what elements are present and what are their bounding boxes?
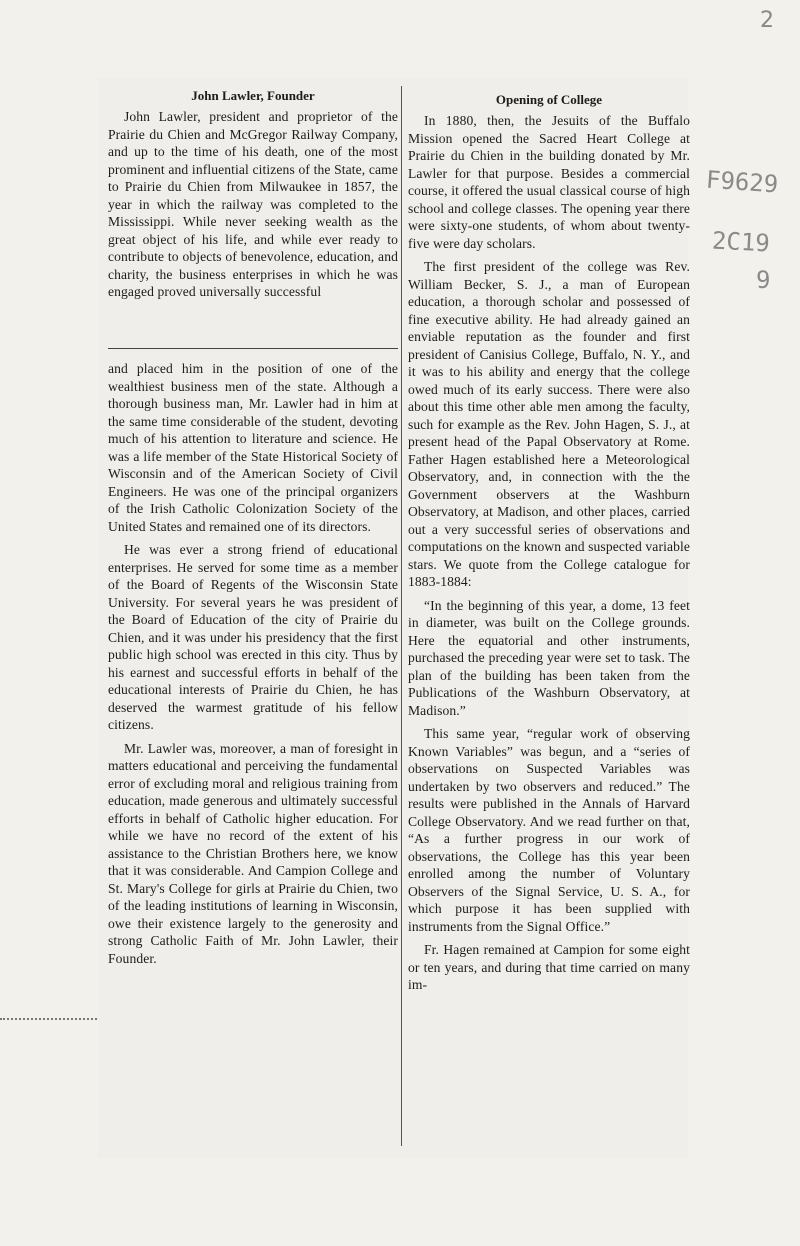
page-number-mark: 2 [760, 8, 774, 33]
right-paragraph-3: “In the beginning of this year, a dome, 13 feet in diameter, was built on the College grounds. Here the equatorial and other instruments, purchased the preceding year were set to task. The plan of the building has been taken from the Publications of the Washburn Observatory, at Madison.” [408, 597, 690, 718]
left-column [108, 78, 398, 966]
handwritten-code-2: 2C19 [711, 226, 771, 258]
left-column-continued [108, 360, 398, 973]
right-paragraph-1: In 1880, then, the Jesuits of the Buffalo Mission opened the Sacred Heart College at Prairie du Chien in the building donated by Mr. Lawler for that purpose. Besides a commercial course, it offered the usual classical course of high school and college classes. The opening year there were sixty-one students, of whom about twenty-five were day scholars. [408, 113, 690, 251]
column-divider [401, 86, 402, 1146]
left-paragraph-2: and placed him in the position of one of the wealthiest business men of the state. Although a thorough business man, Mr. Lawler had in him at the same time considerable of the student, devoting much of his attention to literature and science. He was a life member of the State Historical Society of Wisconsin and of the American Society of Civil Engineers. He was one of the principal organizers of the Irish Catholic Colonization Society of the United States and remained one of its directors. [108, 361, 398, 534]
handwritten-code-1: F9629 [705, 165, 780, 199]
right-paragraph-2: The first president of the college was Rev. William Becker, S. J., a man of European education, a thorough scholar and possessed of fine executive ability. He had already gained an enviable reputation as the founder and first president of Canisius College, Buffalo, N. Y., and it was to his ability and energy that the college owed much of its early success. There were also about this time other able men among the faculty, such for example as the Rev. John Hagen, S. J., at present head of the Papal Observatory at Rome. Father Hagen established here a Meteorological Observatory, and, in connection with the the Government observers at the Washburn Observatory, at Madison, and other places, carried out a very successful series of observations and computations on the known and suspected variable stars. We quote from the College catalogue for 1883-1884: [408, 259, 690, 589]
newspaper-clipping [98, 78, 688, 1158]
right-headline: Opening of College [495, 92, 603, 107]
left-paragraph-1: John Lawler, president and proprietor of the Prairie du Chien and McGregor Railway Company, and up to the time of his death, one of the most prominent and influential citizens of the State, came to Prairie du Chien from Milwaukee in 1857, the year in which the railway was completed to the Mississippi. While never seeking wealth as the great object of his life, and while ever ready to contribute to objects of benevolence, education, and charity, the business enterprises in which he was engaged proved universally successful [108, 109, 398, 299]
left-paragraph-3: He was ever a strong friend of educational enterprises. He served for some time as a member of the Board of Regents of the Wisconsin State University. For several years he was president of the Board of Education of the city of Prairie du Chien, and it was under his presidency that the first public high school was erected in this city. Thus by his earnest and successful efforts in behalf of the educational interests of Prairie du Chien, he has deserved the warmest gratitude of his fellow citizens. [108, 542, 398, 732]
dotted-edge-line [0, 1018, 100, 1022]
left-paragraph-4: Mr. Lawler was, moreover, a man of foresight in matters educational and perceiving the fundamental error of excluding moral and religious training from education, made generous and ultimately successful efforts in behalf of Catholic higher education. For while we have no record of the extent of his assistance to the Christian Brothers here, we know that it was considerable. And Campion College and St. Mary's College for girls at Prairie du Chien, two of the leading institutions of learning in Wisconsin, owe their existence largely to the generosity and strong Catholic Faith of Mr. John Lawler, their Founder. [108, 740, 398, 966]
clipping-seam [108, 348, 398, 349]
left-headline: John Lawler, Founder [191, 88, 315, 103]
handwritten-code-3: 9 [756, 266, 771, 294]
right-paragraph-5: Fr. Hagen remained at Campion for some eight or ten years, and during that time carried on many im- [408, 942, 690, 992]
right-column [408, 78, 690, 1000]
right-paragraph-4: This same year, “regular work of observing Known Variables” was begun, and a “series of observations on Suspected Variables was undertaken by two observers and reduced.” The results were published in the Annals of Harvard College Observatory. And we read further on that, “As a further progress in our work of observations, the College has this year been enrolled among the number of Voluntary Observers of the Signal Service, U. S. A., for which purpose it has been supplied with instruments from the Signal Office.” [408, 726, 690, 934]
